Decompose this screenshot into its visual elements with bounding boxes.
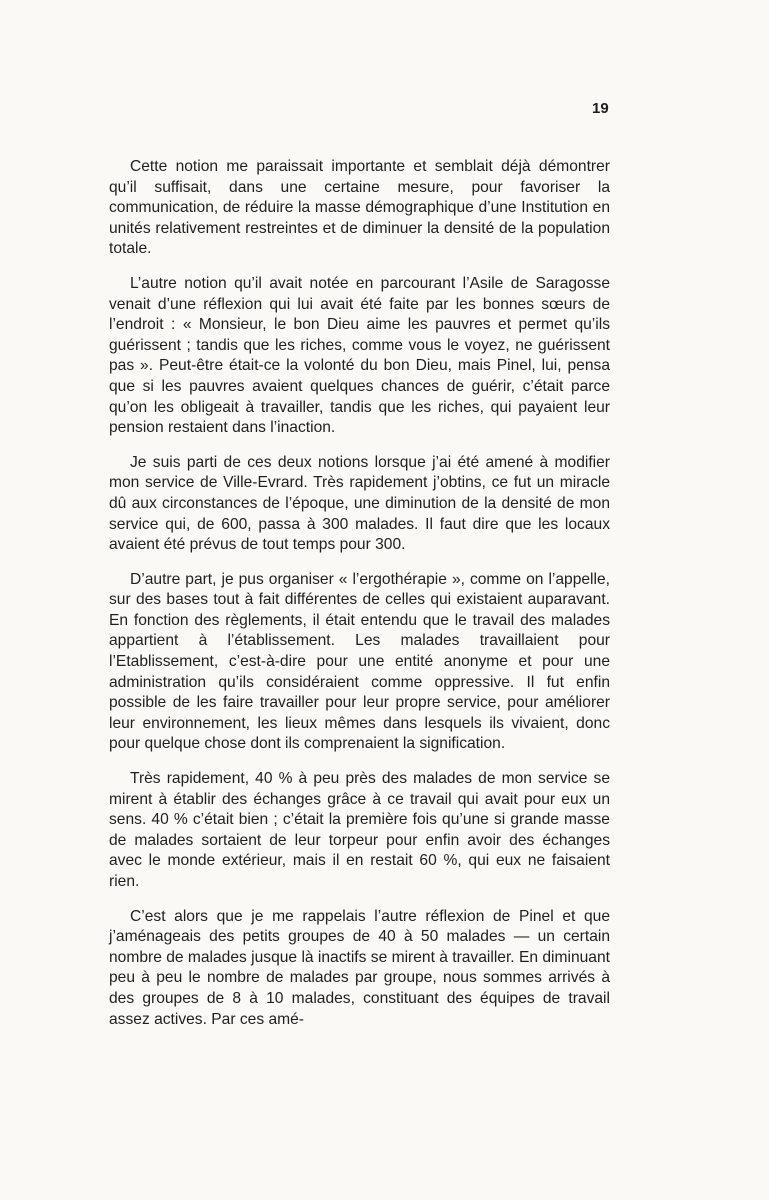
paragraph: Je suis parti de ces deux notions lorsque j’ai été amené à modifier mon service de Ville-Evrard. Très rapidement j’obtins, ce fut un miracle dû aux circonstances de l’époque, une diminution de la densité de mon service qui, de 600, passa à 300 malades. Il faut dire que les locaux avaient été prévus de tout temps pour 300. (109, 453, 610, 554)
body-text (109, 157, 610, 1044)
page-number: 19 (592, 100, 609, 117)
paragraph: Très rapidement, 40 % à peu près des malades de mon service se mirent à établir des échanges grâce à ce travail qui avait pour eux un sens. 40 % c’était bien ; c’était la première fois qu’une si grande masse de malades sortaient de leur torpeur pour enfin avoir des échanges avec le monde extérieur, mais il en restait 60 %, qui eux ne faisaient rien. (109, 770, 610, 890)
paragraph: C’est alors que je me rappelais l’autre réflexion de Pinel et que j’aménageais des petits groupes de 40 à 50 malades — un certain nombre de malades jusque là inactifs se mirent à travailler. En diminuant peu à peu le nombre de malades par groupe, nous sommes arrivés à des groupes de 8 à 10 malades, constituant des équipes de travail assez actives. Par ces amé- (109, 907, 610, 1028)
paragraph: L’autre notion qu’il avait notée en parcourant l’Asile de Saragosse venait d’une réflexion qui lui avait été faite par les bonnes sœurs de l’endroit : « Monsieur, le bon Dieu aime les pauvres et permet qu’ils guérissent ; tandis que les riches, comme vous le voyez, ne guérissent pas ». Peut-être était-ce la volonté du bon Dieu, mais Pinel, lui, pensa que si les pauvres avaient quelques chances de guérir, c’était parce qu’on les obligeait à travailler, tandis que les riches, qui payaient leur pension restaient dans l’inaction. (109, 274, 610, 437)
paragraph: Cette notion me paraissait importante et semblait déjà démontrer qu’il suffisait, dans une certaine mesure, pour favoriser la communication, de réduire la masse démographique d’une Institution en unités relativement restreintes et de diminuer la densité de la population totale. (109, 158, 610, 258)
paragraph: D’autre part, je pus organiser « l’ergothérapie », comme on l’appelle, sur des bases tout à fait différentes de celles qui existaient auparavant. En fonction des règlements, il était entendu que le travail des malades appartient à l’établissement. Les malades travaillaient pour l’Etablissement, c’est-à-dire pour une entité anonyme et pour une administration qu’ils considéraient comme oppressive. Il fut enfin possible de les faire travailler pour leur propre service, pour améliorer leur environnement, les lieux mêmes dans lesquels ils vivaient, donc pour quelque chose dont ils comprenaient la signification. (109, 570, 610, 753)
